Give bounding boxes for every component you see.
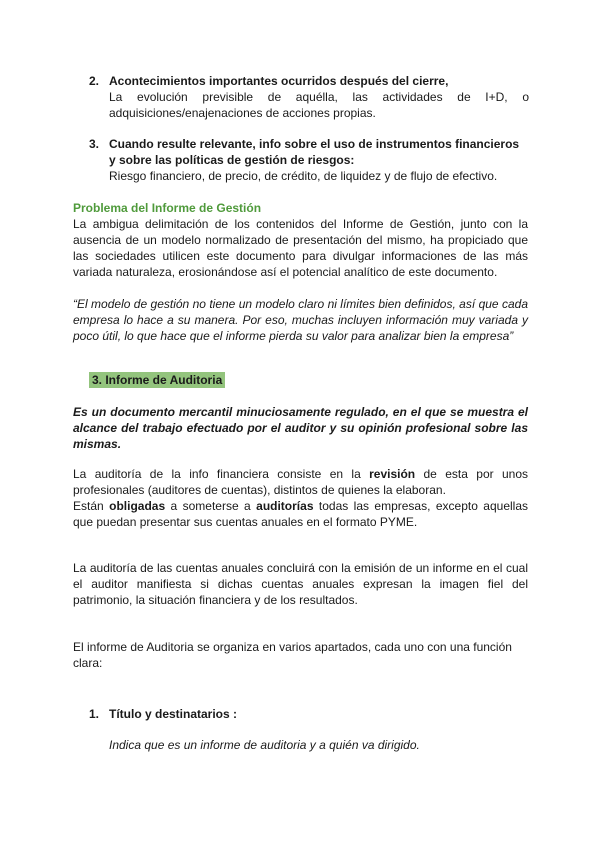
- section-heading-auditoria: [89, 372, 544, 388]
- sub-item-title: Título y destinatarios :: [109, 707, 238, 721]
- list-item-3: [89, 136, 529, 184]
- list-number: 1.: [89, 707, 100, 721]
- section-heading-problema: Problema del Informe de Gestión: [73, 201, 262, 215]
- list-item-body-line1: La evolución previsible de aquélla, las actividades de I+D, o: [109, 90, 529, 104]
- sub-item-body: Indica que es un informe de auditoria y a quién va dirigido.: [109, 738, 420, 752]
- list-item-title: Acontecimientos importantes ocurridos después del cierre,: [109, 74, 449, 88]
- auditoria-definition: Es un documento mercantil minuciosamente regulado, en el que se muestra el alcance del trabajo efectuado por el auditor y su opinión profesional sobre las mismas.: [73, 405, 528, 451]
- sub-list-item-1: [89, 706, 529, 722]
- keyword-auditorias: auditorías: [256, 499, 314, 513]
- keyword-obligadas: obligadas: [109, 499, 166, 513]
- auditoria-paragraph-1: La auditoría de la info financiera consiste en la revisión de esta por unos profesionales (auditores de cuentas), distintos de quienes la elaboran.: [73, 467, 528, 497]
- auditoria-paragraph-4: El informe de Auditoria se organiza en varios apartados, cada uno con una función clara:: [73, 640, 512, 670]
- list-number: 2.: [89, 74, 100, 88]
- keyword-revision: revisión: [369, 467, 416, 481]
- problema-quote: “El modelo de gestión no tiene un modelo claro ni límites bien definidos, así que cada empresa lo hace a su manera. Por eso, muchas incluyen información muy variada y poco útil, lo que hace que el informe pierda su valor para analizar bien la empresa”: [73, 297, 528, 343]
- list-number: 3.: [89, 137, 100, 151]
- highlighted-heading: 3. Informe de Auditoria: [89, 372, 225, 388]
- list-item-2: [89, 73, 529, 121]
- list-item-title: Cuando resulte relevante, info sobre el uso de instrumentos financieros y sobre las políticas de gestión de riesgos:: [109, 137, 520, 167]
- problema-paragraph: La ambigua delimitación de los contenidos del Informe de Gestión, junto con la ausencia de un modelo normalizado de presentación del mismo, ha propiciado que las sociedades utilicen este documento para divulgar informaciones de las más variada naturaleza, erosionándose así el potencial analítico de este documento.: [73, 217, 528, 279]
- list-item-body: Riesgo financiero, de precio, de crédito, de liquidez y de flujo de efectivo.: [109, 169, 498, 183]
- auditoria-paragraph-2: Están obligadas a someterse a auditorías todas las empresas, excepto aquellas que puedan presentar sus cuentas anuales en el formato PYME.: [73, 499, 528, 529]
- auditoria-paragraph-3: La auditoría de las cuentas anuales concluirá con la emisión de un informe en el cual el auditor manifiesta si dichas cuentas anuales expresan la imagen fiel del patrimonio, la situación financiera y de los resultados.: [73, 561, 528, 607]
- list-item-body-line2: adquisiciones/enajenaciones de acciones propias.: [109, 106, 376, 120]
